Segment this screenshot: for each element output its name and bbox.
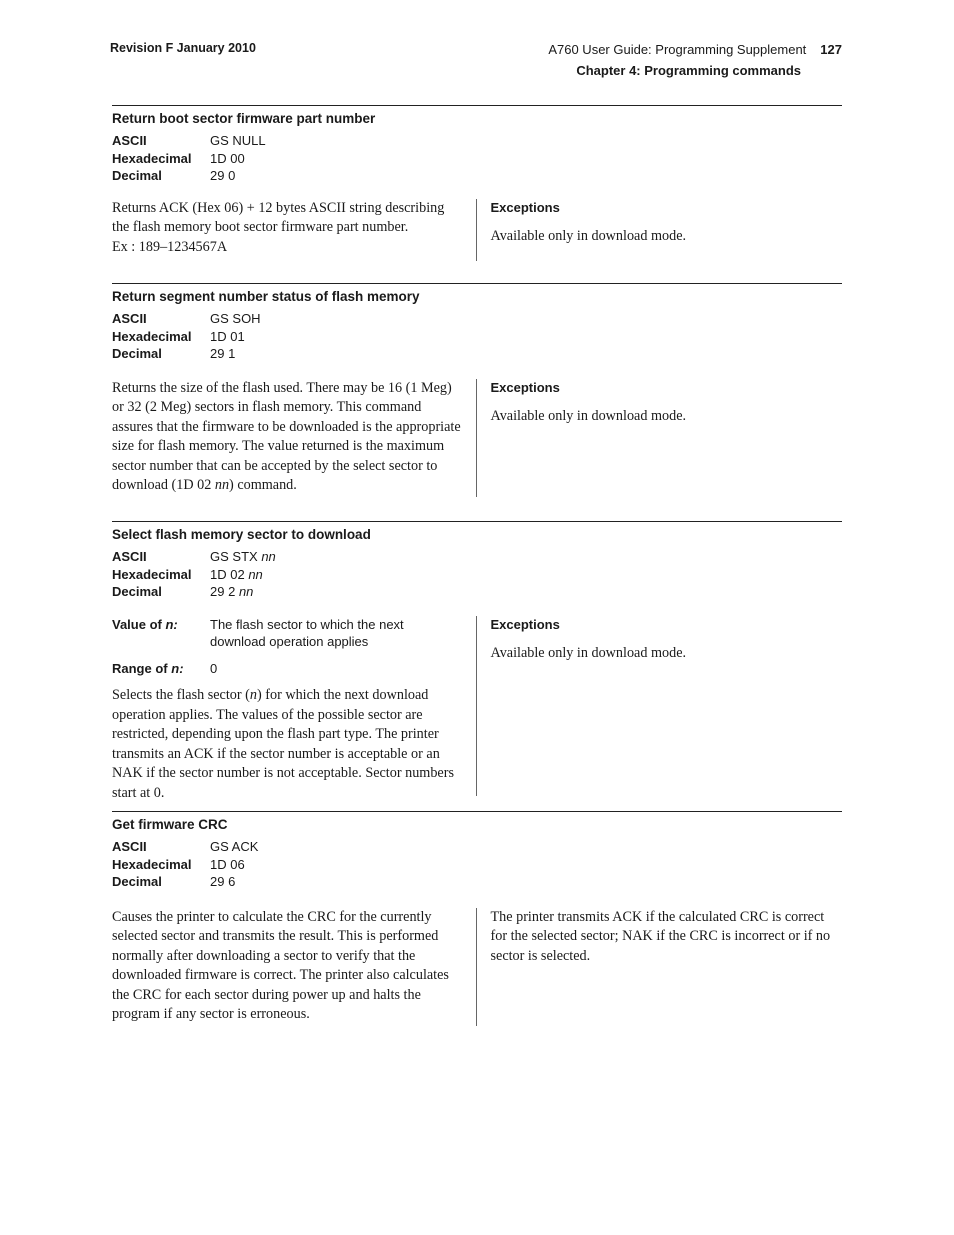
decimal-label: Decimal xyxy=(112,874,162,889)
description-variable: n xyxy=(249,687,257,703)
hex-label: Hexadecimal xyxy=(112,856,192,872)
ascii-variable: nn xyxy=(261,549,276,564)
ascii-value: GS SOH xyxy=(210,311,261,326)
exceptions-heading: Exceptions xyxy=(490,616,560,632)
value-of-n-row xyxy=(112,616,464,651)
exceptions-text: Available only in download mode. xyxy=(490,407,687,424)
decimal-value: 29 6 xyxy=(210,874,236,889)
description-variable: nn xyxy=(214,477,230,494)
decimal-label: Decimal xyxy=(112,346,162,361)
command-codes xyxy=(112,310,842,363)
ascii-label: ASCII xyxy=(112,839,147,854)
value-variable: n: xyxy=(165,616,178,632)
section-get-firmware-crc xyxy=(112,811,842,1026)
decimal-value: 29 0 xyxy=(210,168,236,183)
decimal-value: 29 1 xyxy=(210,346,236,361)
ascii-label: ASCII xyxy=(112,133,147,148)
exceptions-heading: Exceptions xyxy=(490,379,560,395)
hex-value: 1D 01 xyxy=(210,328,245,344)
hex-value: 1D 00 xyxy=(210,150,245,166)
hex-label: Hexadecimal xyxy=(112,566,192,582)
section-body xyxy=(112,379,842,497)
command-codes xyxy=(112,548,842,601)
ascii-value: GS ACK xyxy=(210,839,259,854)
range-label: Range of xyxy=(112,660,168,676)
description-text: Selects the flash sector ( xyxy=(112,687,250,703)
section-title: Return segment number status of flash memory xyxy=(112,289,420,304)
hex-value: 1D 06 xyxy=(210,856,245,872)
description xyxy=(112,199,477,261)
section-title: Get firmware CRC xyxy=(112,817,228,832)
exceptions-text: Available only in download mode. xyxy=(490,227,687,244)
exceptions-text: Available only in download mode. xyxy=(490,644,687,661)
parameters-and-description xyxy=(112,616,477,801)
ascii-label: ASCII xyxy=(112,311,147,326)
section-title: Select flash memory sector to download xyxy=(112,527,371,542)
chapter-title: Chapter 4: Programming commands xyxy=(576,63,801,78)
revision-label: Revision F January 2010 xyxy=(110,41,256,55)
description xyxy=(112,379,477,497)
hex-variable: nn xyxy=(248,566,263,582)
description: Causes the printer to calculate the CRC for the currently selected sector and transmits the result. This is performed normally after downloading a sector to verify that the downloaded firmware is correct. The printer also calculates the CRC for each sector during power up and halts the program if any sector is erroneous. xyxy=(112,908,477,1026)
range-variable: n: xyxy=(171,660,184,676)
hex-value: 1D 02 xyxy=(210,566,245,582)
range-text: 0 xyxy=(210,660,218,676)
section-body xyxy=(112,199,842,261)
value-label: Value of xyxy=(112,616,162,632)
section-body xyxy=(112,616,842,801)
exceptions-heading: Exceptions xyxy=(490,199,560,215)
page-number: 127 xyxy=(820,42,842,57)
page-header xyxy=(548,39,842,81)
decimal-label: Decimal xyxy=(112,584,162,599)
command-codes xyxy=(112,838,842,891)
hex-label: Hexadecimal xyxy=(112,150,192,166)
ascii-value: GS STX xyxy=(210,549,258,564)
description-text-end: ) for which the next download operation applies. The values of the possible sector are restricted, depending upon the flash part type. The printer transmits an ACK if the sector number is acceptable or an NAK if the sector number is not acceptable. Sector numbers start at 0. xyxy=(112,687,454,801)
description-text-end: ) command. xyxy=(229,477,297,494)
crc-result-text: The printer transmits ACK if the calculated CRC is correct for the selected sector; NAK if the CRC is incorrect or if no sector is selected. xyxy=(490,908,831,964)
guide-title: A760 User Guide: Programming Supplement xyxy=(548,42,807,57)
command-codes xyxy=(112,132,842,185)
range-of-n-row xyxy=(112,660,464,678)
example-text: Ex : 189–1234567A xyxy=(112,238,228,255)
decimal-variable: nn xyxy=(238,584,254,599)
section-title: Return boot sector firmware part number xyxy=(112,111,376,126)
description-text: Returns ACK (Hex 06) + 12 bytes ASCII string describing the flash memory boot sector firmware part number. xyxy=(112,199,445,236)
decimal-value: 29 2 xyxy=(210,584,236,599)
section-body xyxy=(112,908,842,1026)
section-select-flash-sector xyxy=(112,521,842,801)
section-boot-sector-part-number xyxy=(112,105,842,261)
ascii-value: GS NULL xyxy=(210,133,266,148)
hex-label: Hexadecimal xyxy=(112,328,192,344)
description xyxy=(112,686,464,804)
description-text: Returns the size of the flash used. There may be 16 (1 Meg) or 32 (2 Meg) sectors in flash memory. This command assures that the firmware to be downloaded is the appropriate size for flash memory. The value returned is the maximum sector number that can be accepted by the select sector to download (1D 02 xyxy=(112,379,461,494)
section-segment-number-status xyxy=(112,283,842,497)
decimal-label: Decimal xyxy=(112,168,162,183)
value-text: The flash sector to which the next download operation applies xyxy=(210,616,404,649)
ascii-label: ASCII xyxy=(112,549,147,564)
